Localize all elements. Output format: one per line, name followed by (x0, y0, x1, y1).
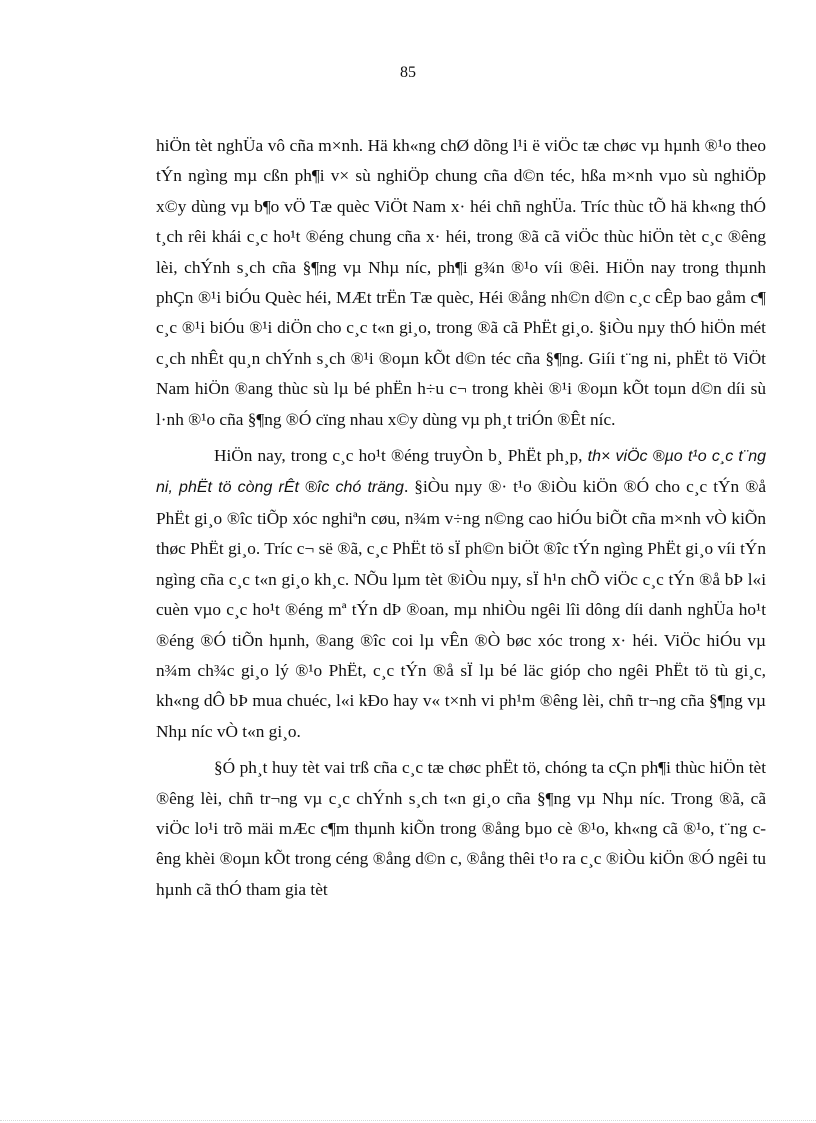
paragraph-2-italic-phrase: th× viÖc ®µo t¹o c¸c t¨ng ni, phËt tö còng rÊt ®îc chó träng (156, 448, 767, 497)
page-number: 85 (400, 64, 416, 81)
paragraph-1-text: hiÖn tèt nghÜa vô cña m×nh. Hä kh«ng chØ dõng l¹i ë viÖc tæ chøc vµ hµnh ®¹o theo tÝn ngìng mµ cßn ph¶i v× sù nghiÖp chung cña d©n téc, hßa m×nh vµo sù nghiÖp x©y dùng vµ b¶o vÖ Tæ quèc ViÖt Nam x· héi chñ nghÜa. Tríc thùc tÕ hä kh«ng thÓ t¸ch rêi khái c¸c ho¹t ®éng chung cña x· héi, trong ®ã cã viÖc thùc hiÖn tèt c¸c ®êng lèi, chÝnh s¸ch cña §¶ng vµ Nhµ níc, ph¶i g¾n ®¹o víi ®êi. HiÖn nay trong thµnh phÇn ®¹i biÓu Quèc héi, MÆt trËn Tæ quèc, Héi ®ång nh©n d©n c¸c cÊp bao gåm c¶ c¸c ®¹i biÓu ®¹i diÖn cho c¸c t«n gi¸o, trong ®ã cã PhËt gi¸o. §iÒu nµy thÓ hiÖn mét c¸ch nhÊt qu¸n chÝnh s¸ch ®¹i ®oµn kÕt d©n téc cña §¶ng. Giíi t¨ng ni, phËt tö ViÖt Nam hiÖn ®ang thùc sù lµ bé phËn h÷u c¬ trong khèi ®¹i ®oµn kÕt toµn d©n díi sù l·nh ®¹o cña §¶ng ®Ó cïng nhau x©y dùng vµ ph¸t triÓn ®Êt níc. (156, 136, 766, 429)
paragraph-3-text: §Ó ph¸t huy tèt vai trß cña c¸c tæ chøc phËt tö, chóng ta cÇn ph¶i thùc hiÖn tèt ®êng lèi, chñ tr¬ng vµ c¸c chÝnh s¸ch t«n gi¸o cña §¶ng vµ Nhµ níc. Trong ®ã, cã viÖc lo¹i trõ mäi mÆc c¶m thµnh kiÕn trong ®ång bµo cè ®¹o, kh«ng cã ®¹o, t¨ng cêng khèi ®oµn kÕt trong céng ®ång d©n c, ®ång thêi t¹o ra c¸c ®iÒu kiÖn ®Ó ngêi tu hµnh cã thÓ tham gia tèt (156, 758, 766, 899)
paragraph-1 (156, 131, 766, 435)
paragraph-3 (156, 753, 766, 905)
bottom-rule (0, 1120, 816, 1121)
body-text (156, 131, 766, 905)
paragraph-2-text-a: HiÖn nay, trong c¸c ho¹t ®éng truyÒn b¸ PhËt ph¸p, (214, 446, 588, 466)
paragraph-2 (156, 441, 766, 747)
paragraph-2-text-b: . §iÒu nµy ®· t¹o ®iÒu kiÖn ®Ó cho c¸c tÝn ®å PhËt gi¸o ®îc tiÕp xóc nghiªn cøu, n¾m v÷ng n©ng cao hiÓu biÕt cña m×nh vÒ kiÕn thøc PhËt gi¸o. Tríc c¬ së ®ã, c¸c PhËt tö sÏ ph©n biÖt ®îc tÝn ngìng PhËt gi¸o víi tÝn ngìng cña c¸c t«n gi¸o kh¸c. NÕu lµm tèt ®iÒu nµy, sÏ h¹n chÕ viÖc c¸c tÝn ®å bÞ l«i cuèn vµo c¸c ho¹t ®éng mª tÝn dÞ ®oan, mµ nhiÒu ngêi lîi dông díi danh nghÜa ho¹t ®éng ®Ó tiÕn hµnh, ®ang ®îc coi lµ vÊn ®Ò bøc xóc trong x· héi. ViÖc hiÓu vµ n¾m ch¾c gi¸o lý ®¹o PhËt, c¸c tÝn ®å sÏ lµ bé läc gióp cho ngêi PhËt tö tù gi¸c, kh«ng dÔ bÞ mua chuéc, l«i kÐo hay v« t×nh vi ph¹m ®êng lèi, chñ tr¬ng cña §¶ng vµ Nhµ níc vÒ t«n gi¸o. (156, 477, 766, 741)
